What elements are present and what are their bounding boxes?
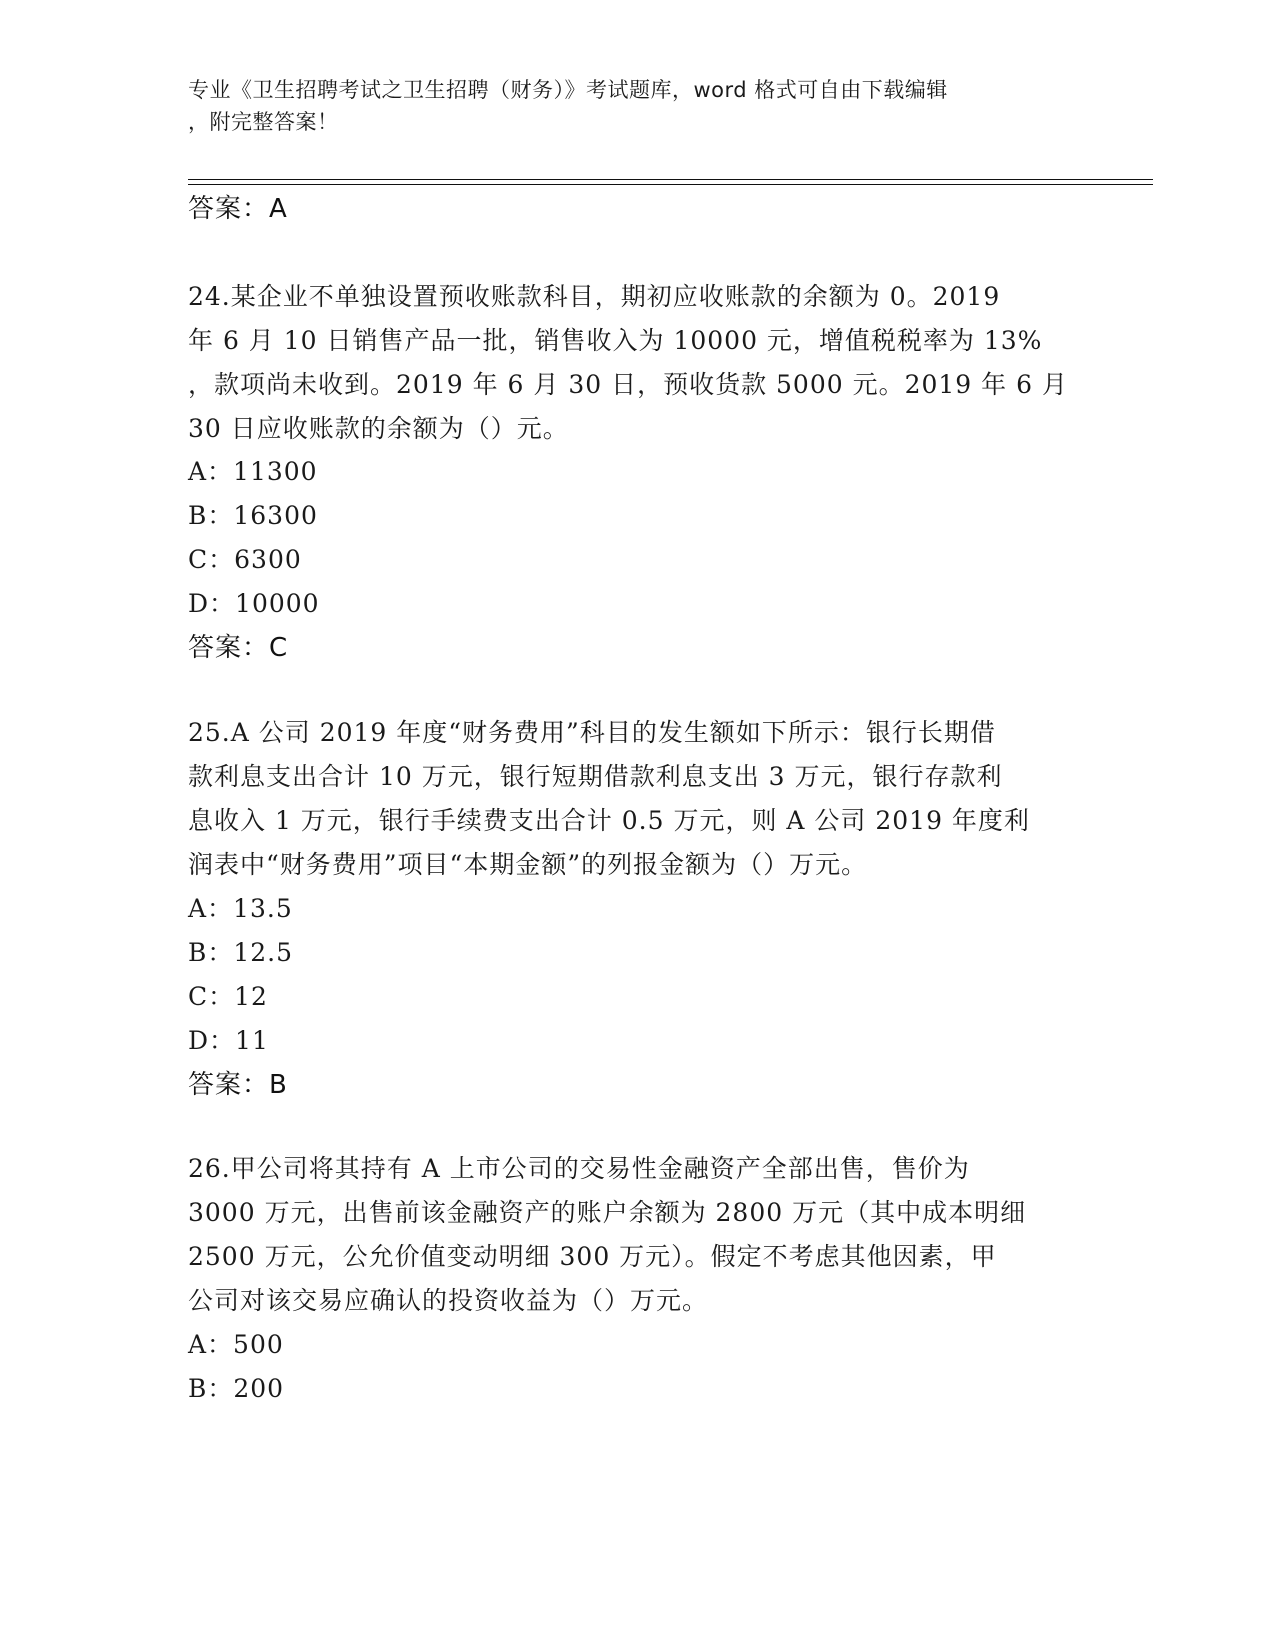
question-24-line-3: ，款项尚未收到。2019 年 6 月 30 日，预收货款 5000 元。2019 年 6 月 (188, 370, 1068, 399)
question-24-option-a: A：11300 (188, 457, 318, 486)
question-25-answer: 答案：B (188, 1070, 288, 1100)
question-25-option-c: C：12 (188, 982, 268, 1011)
header-rule-top (188, 179, 1153, 180)
question-24-line-2: 年 6 月 10 日销售产品一批，销售收入为 10000 元，增值税税率为 13% (188, 326, 1043, 355)
question-25-line-4: 润表中“财务费用”项目“本期金额”的列报金额为（）万元。 (188, 850, 868, 879)
question-25-line-3: 息收入 1 万元，银行手续费支出合计 0.5 万元，则 A 公司 2019 年度利 (188, 806, 1030, 835)
document-header (188, 74, 1088, 138)
question-24-option-d: D：10000 (188, 589, 320, 618)
question-25-line-2: 款利息支出合计 10 万元，银行短期借款利息支出 3 万元，银行存款利 (188, 762, 1003, 791)
question-24-line-4: 30 日应收账款的余额为（）元。 (188, 414, 569, 443)
question-26-line-1: 26.甲公司将其持有 A 上市公司的交易性金融资产全部出售，售价为 (188, 1154, 970, 1183)
question-26-line-2: 3000 万元，出售前该金融资产的账户余额为 2800 万元（其中成本明细 (188, 1198, 1027, 1227)
question-25-option-d: D：11 (188, 1026, 269, 1055)
question-24-option-b: B：16300 (188, 501, 318, 530)
question-24-option-c: C：6300 (188, 545, 302, 574)
question-24-line-1: 24.某企业不单独设置预收账款科目，期初应收账款的余额为 0。2019 (188, 282, 1001, 311)
question-26-line-3: 2500 万元，公允价值变动明细 300 万元）。假定不考虑其他因素，甲 (188, 1242, 997, 1271)
header-line-2: ，附完整答案！ (188, 110, 339, 134)
question-25-option-a: A：13.5 (188, 894, 293, 923)
header-rule-bottom (188, 184, 1153, 185)
question-26-option-b: B：200 (188, 1374, 285, 1403)
previous-answer: 答案：A (188, 194, 288, 224)
question-26-option-a: A：500 (188, 1330, 284, 1359)
question-25-option-b: B：12.5 (188, 938, 294, 967)
header-line-1: 专业《卫生招聘考试之卫生招聘（财务）》考试题库，word 格式可自由下载编辑 (188, 78, 948, 102)
question-24-answer: 答案：C (188, 633, 289, 663)
question-26-line-4: 公司对该交易应确认的投资收益为（）万元。 (188, 1286, 709, 1315)
question-25-line-1: 25.A 公司 2019 年度“财务费用”科目的发生额如下所示：银行长期借 (188, 718, 996, 747)
